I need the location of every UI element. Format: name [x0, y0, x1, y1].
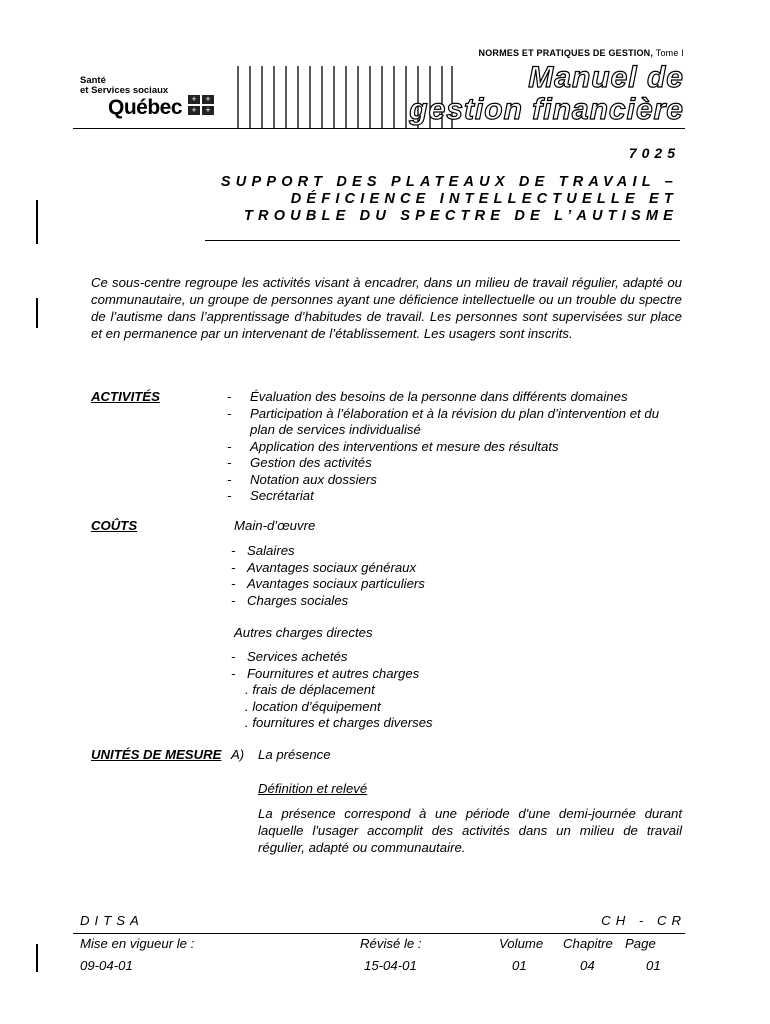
list-item: - Charges sociales — [231, 592, 349, 608]
list-item: . location d’équipement — [245, 698, 381, 714]
document-title — [221, 174, 678, 225]
revision-bar — [36, 200, 38, 244]
list-item: - Avantages sociaux particuliers — [231, 576, 425, 591]
volume-label: Volume — [499, 936, 544, 951]
footer-divider — [73, 933, 685, 934]
title-line-1: SUPPORT DES PLATEAUX DE TRAVAIL – — [220, 174, 678, 190]
mise-en-vigueur-label: Mise en vigueur le : — [80, 936, 195, 951]
page-label: Page — [625, 936, 656, 951]
sub-charges-list — [245, 682, 545, 732]
footer-section-code: CH - CR — [601, 913, 686, 928]
intro-paragraph: Ce sous-centre regroupe les activités visant à encadrer, dans un milieu de travail régulier, adapté ou communautaire, un groupe de personnes ayant une déficience intellectuelle ou un trouble du spectre de l’autisme dans l’apprentissage d’habitudes de travail. Les personnes sont supervisées sur place et en permanence par un intervenant de l’établissement. Les usagers sont inscrits. — [91, 275, 682, 341]
page-value: 01 — [646, 958, 661, 973]
list-item: - Avantages sociaux généraux — [231, 559, 417, 575]
main-oeuvre-list — [231, 543, 531, 609]
logo-name: Québec — [108, 96, 183, 119]
list-item: - Évaluation des besoins de la personne dans différents domaines — [227, 389, 628, 404]
unites-heading: UNITÉS DE MESURE — [91, 747, 222, 762]
revise-label: Révisé le : — [360, 936, 422, 951]
mise-en-vigueur-date: 09-04-01 — [80, 958, 133, 973]
manual-title-line-1: Manuel de — [528, 61, 684, 94]
series-name: NORMES ET PRATIQUES DE GESTION, — [478, 48, 654, 58]
quebec-logo — [80, 76, 240, 126]
chapitre-label: Chapitre — [563, 936, 613, 951]
list-item: - Secrétariat — [227, 488, 314, 503]
activites-heading: ACTIVITÉS — [91, 389, 160, 404]
couts-heading: COÛTS — [91, 518, 138, 533]
revise-date: 15-04-01 — [364, 958, 417, 973]
document-code: 7025 — [628, 145, 680, 161]
tome-label: Tome I — [655, 48, 684, 58]
fleur-de-lis-flag-icon: + + + + — [188, 95, 216, 117]
autres-charges-label: Autres charges directes — [234, 625, 373, 640]
logo-line-1: Santé — [80, 75, 106, 86]
list-item: - Fournitures et autres charges — [231, 665, 420, 681]
title-line-2: DÉFICIENCE INTELLECTUELLE ET — [290, 191, 678, 207]
unite-name: La présence — [258, 747, 331, 762]
list-item: - Participation à l’élaboration et à la révision du plan d’intervention et du plan de services individualisé — [227, 405, 660, 437]
revision-bar — [36, 944, 38, 972]
manual-title-line-2: gestion financière — [409, 93, 684, 126]
volume-value: 01 — [512, 958, 527, 973]
chapitre-value: 04 — [580, 958, 595, 973]
title-divider — [205, 240, 680, 241]
list-item: - Services achetés — [231, 649, 348, 664]
list-item: - Gestion des activités — [227, 455, 372, 470]
list-item: . frais de déplacement — [245, 682, 375, 697]
main-oeuvre-label: Main-d’œuvre — [234, 518, 316, 533]
logo-line-2: et Services sociaux — [80, 85, 169, 96]
definition-paragraph: La présence correspond à une période d'une demi-journée durant laquelle l'usager accomplit des activités dans un milieu de travail régulier, adapté ou communautaire. — [258, 806, 682, 855]
manual-title — [409, 62, 684, 126]
revision-bar — [36, 298, 38, 328]
list-item: - Salaires — [231, 543, 295, 558]
activites-list — [227, 389, 683, 505]
header-divider — [73, 128, 685, 129]
list-item: - Notation aux dossiers — [227, 471, 377, 487]
list-item: - Application des interventions et mesure des résultats — [227, 438, 559, 454]
series-header — [479, 48, 684, 58]
list-item: . fournitures et charges diverses — [245, 715, 433, 730]
autres-charges-list — [231, 649, 531, 682]
footer-department: DITSA — [80, 913, 144, 928]
title-line-3: TROUBLE DU SPECTRE DE L’AUTISME — [243, 208, 678, 224]
unite-letter: A) — [231, 747, 245, 762]
definition-heading: Définition et relevé — [258, 781, 368, 796]
